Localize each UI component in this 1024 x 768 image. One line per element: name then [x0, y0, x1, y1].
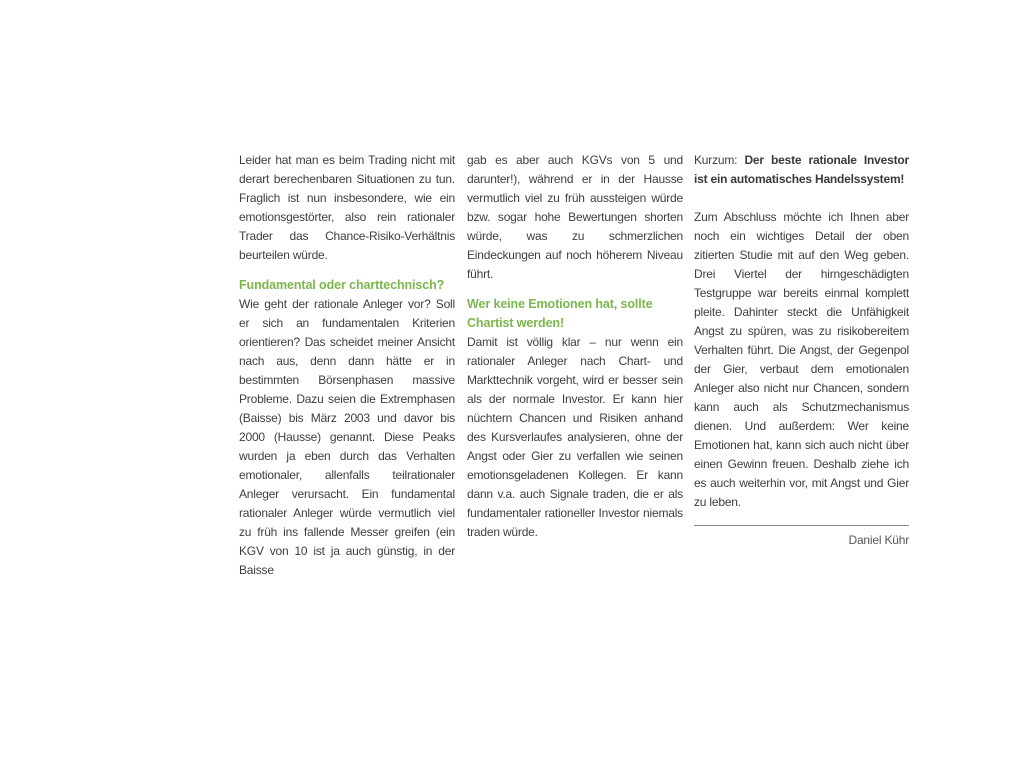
section-heading-fundamental: Fundamental oder charttechnisch?: [239, 278, 445, 292]
body-paragraph: gab es aber auch KGVs von 5 und darunter!), während er in der Hausse vermutlich viel zu früh aussteigen würde bzw. sogar hohe Bewertungen shorten würde, was zu schmerzlichen Eindeckungen auf noch höherem Niveau führt.: [467, 153, 683, 281]
body-paragraph: Wie geht der rationale Anleger vor? Soll er sich an fundamentalen Kriterien orientieren? Das scheidet meiner Ansicht nach aus, denn dann hätte er in bestimmten Börsenphasen massive Probleme. Dazu seien die Extremphasen (Baisse) bis März 2003 und davor bis 2000 (Hausse) genannt. Diese Peaks wurden ja eben durch das Verhalten emotionaler, allenfalls teilrationaler Anleger verursacht. Ein fundamental rationaler Anleger würde vermutlich viel zu früh ins fallende Messer greifen (ein KGV von 10 ist ja auch günstig, in der Baisse: [239, 297, 455, 577]
conclusion-bold-statement: Der beste rationale Investor ist ein automatisches Handelssystem!: [694, 153, 909, 186]
body-paragraph: Damit ist völlig klar – nur wenn ein rationaler Anleger nach Chart- und Markttechnik vorgeht, wird er besser sein als der normale Investor. Er kann hier nüchtern Chancen und Risiken anhand des Kursverlaufes analysieren, ohne der Angst oder Gier zu verfallen wie seinen emotionsgeladenen Kollegen. Er kann dann v.a. auch Signale traden, die er als fundamentaler rationeller Investor niemals traden würde.: [467, 335, 683, 539]
author-name: Daniel Kühr: [848, 533, 909, 547]
text-column-2: [467, 151, 683, 542]
conclusion-prefix: Kurzum:: [694, 153, 745, 167]
body-paragraph: Leider hat man es beim Trading nicht mit derart berechenbaren Situationen zu tun. Fraglich ist nun insbesondere, wie ein emotionsgestörter, also rein rationaler Trader das Chance-Risiko-Verhältnis beurteilen würde.: [239, 153, 455, 262]
section-heading-chartist: Wer keine Emotionen hat, sollte Chartist werden!: [467, 297, 653, 330]
conclusion-line: [694, 151, 909, 189]
author-signature: [694, 525, 909, 550]
text-column-3: [694, 151, 909, 550]
body-paragraph: Zum Abschluss möchte ich Ihnen aber noch ein wichtiges Detail der oben zitierten Studie mit auf den Weg geben. Drei Viertel der hirngeschädigten Testgruppe war bereits einmal komplett pleite. Dahinter steckt die Unfähigkeit Angst zu spüren, was zu risikobereitem Verhalten führt. Die Angst, der Gegenpol der Gier, verbaut dem emotionalen Anleger also nicht nur Chancen, sondern kann auch als Schutzmechanismus dienen. Und außerdem: Wer keine Emotionen hat, kann sich auch nicht über einen Gewinn freuen. Deshalb ziehe ich es auch weiterhin vor, mit Angst und Gier zu leben.: [694, 210, 909, 509]
text-column-1: [239, 151, 455, 580]
paragraph-spacer: [694, 189, 909, 208]
